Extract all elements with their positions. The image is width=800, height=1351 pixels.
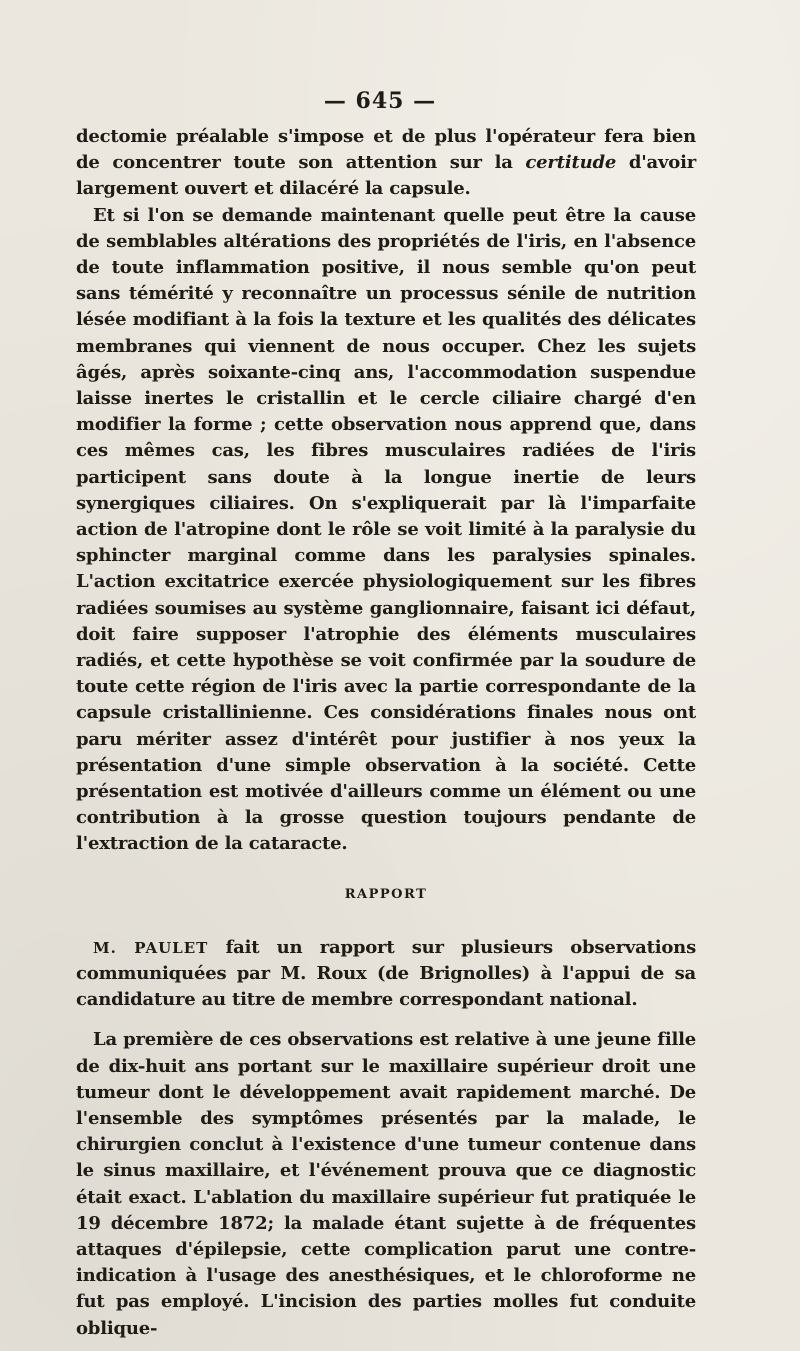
text-column (76, 124, 696, 1342)
report-intro-text: fait un rapport sur plusieurs observations communiquées par M. Roux (de Brignolles) à l'appui de sa candidature au titre de membre correspondant national. (76, 936, 696, 1011)
paragraph-first-observation: La première de ces observations est relative à une jeune fille de dix-huit ans portant sur le maxillaire supérieur droit une tumeur dont le développement avait rapidement marché. De l'ensemble des symptômes présentés par la malade, le chirurgien conclut à l'existence d'une tumeur contenue dans le sinus maxillaire, et l'événement prouva que ce diagnostic était exact. L'ablation du maxillaire supérieur fut pratiquée le 19 décembre 1872; la malade étant sujette à de fréquentes attaques d'épilepsie, cette complication parut une contre-indication à l'usage des anesthésiques, et le chloroforme ne fut pas employé. L'incision des parties molles fut conduite oblique- (76, 1029, 696, 1339)
speaker-name: M. PAULET (93, 938, 209, 957)
paragraph-text: dectomie préalable s'impose et de plus l'opérateur fera bien de concentrer toute son attention sur la (76, 126, 696, 174)
section-heading: RAPPORT (344, 886, 428, 902)
emphasis-certitude: certitude (525, 152, 617, 174)
paragraph-continued (76, 124, 696, 203)
page-number: — 645 — (323, 88, 437, 114)
paragraph-report-intro (76, 935, 696, 1014)
paragraph-text-end: d'avoir largement ouvert et dilacéré la capsule. (76, 152, 696, 200)
paragraph-iris-alterations: Et si l'on se demande maintenant quelle peut être la cause de semblables altérations des propriétés de l'iris, en l'absence de toute inflammation positive, il nous semble qu'on peut sans témérité y reconnaître un processus sénile de nutrition lésée modifiant à la fois la texture et les qualités des délicates membranes qui viennent de nous occuper. Chez les sujets âgés, après soixante-cinq ans, l'accommodation suspendue laisse inertes le cristallin et le cercle ciliaire chargé d'en modifier la forme ; cette observation nous apprend que, dans ces mêmes cas, les fibres musculaires radiées de l'iris participent sans doute à la longue inertie de leurs synergiques ciliaires. On s'expliquerait par là l'imparfaite action de l'atropine dont le rôle se voit limité à la paralysie du sphincter marginal comme dans les paralysies spinales. L'action excitatrice exercée physiologiquement sur les fibres radiées soumises au système ganglionnaire, faisant ici défaut, doit faire supposer l'atrophie des éléments musculaires radiés, et cette hypothèse se voit confirmée par la soudure de toute cette région de l'iris avec la partie correspondante de la capsule cristallinienne. Ces considérations finales nous ont paru mériter assez d'intérêt pour justifier à nos yeux la présentation d'une simple observation à la société. Cette présentation est motivée d'ailleurs comme un élément ou une contribution à la grosse question toujours pendante de l'extraction de la cataracte. (76, 204, 696, 855)
